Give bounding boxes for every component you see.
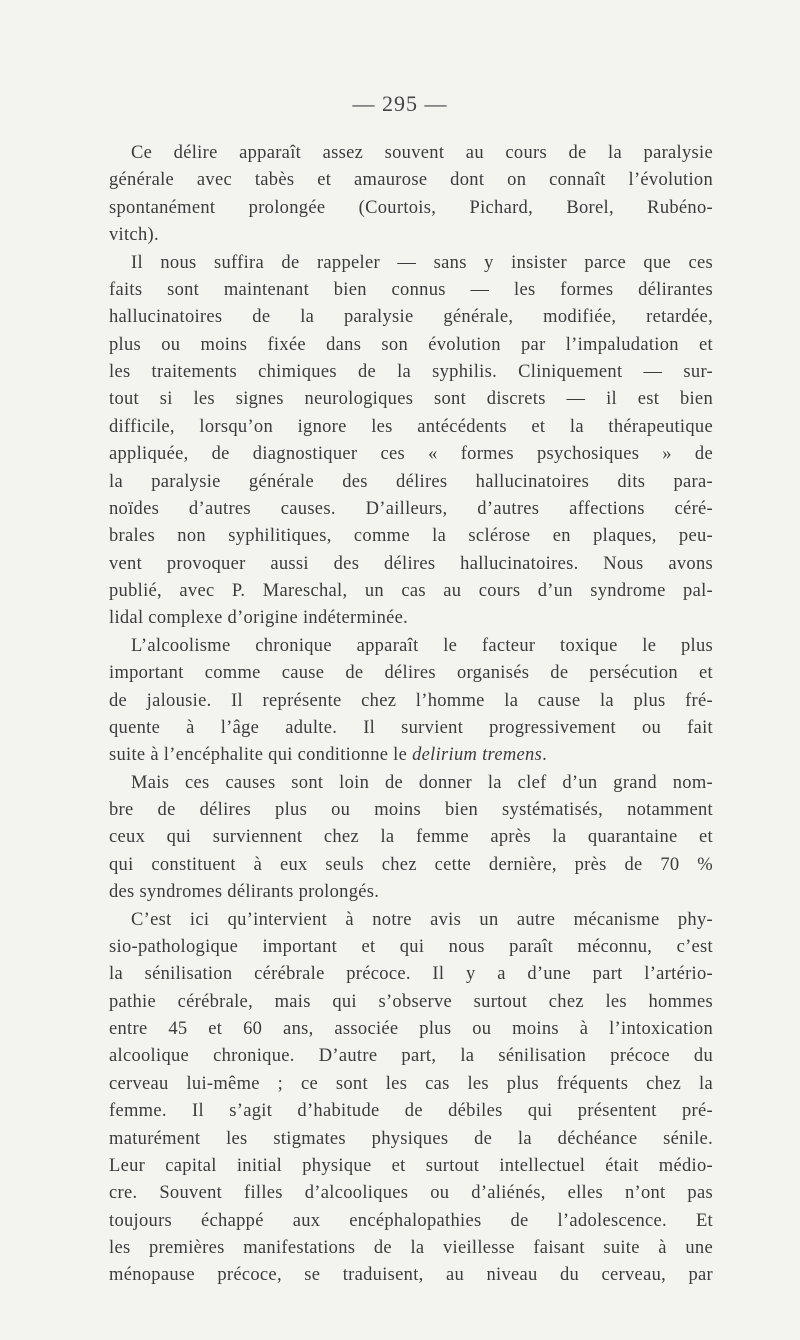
text-line-content: maturément les stigmates physiques de la déchéance sénile. — [109, 1128, 713, 1149]
text-line-content: Mais ces causes sont loin de donner la clef d’un grand nom- — [131, 772, 713, 793]
text-line-content: des syndromes délirants prolongés. — [109, 882, 380, 903]
body-text — [109, 140, 713, 1290]
text-line — [109, 1126, 713, 1153]
text-line-content: de jalousie. Il représente chez l’homme la cause la plus fré- — [109, 690, 713, 711]
text-line-content: sio-pathologique important et qui nous paraît méconnu, c’est — [109, 936, 713, 957]
text-line-content: les traitements chimiques de la syphilis. Cliniquement — sur- — [109, 362, 713, 382]
text-line — [109, 660, 713, 687]
text-line — [109, 824, 713, 851]
text-line-content: plus ou moins fixée dans son évolution par l’impaludation et — [109, 334, 713, 355]
text-line-content: les premières manifestations de la vieillesse faisant suite à une — [109, 1238, 713, 1258]
text-line — [109, 441, 713, 468]
text-line — [109, 277, 713, 304]
text-line — [109, 742, 713, 769]
text-line — [109, 1262, 713, 1289]
text-line-content: publié, avec P. Mareschal, un cas au cours d’un syndrome pal- — [109, 581, 713, 601]
text-line — [109, 359, 713, 386]
text-line-content: faits sont maintenant bien connus — les formes délirantes — [109, 279, 713, 300]
text-line — [109, 1180, 713, 1207]
text-line-content: Il nous suffira de rappeler — sans y insister parce que ces — [131, 252, 713, 273]
text-line-content: L’alcoolisme chronique apparaît le facteur toxique le plus — [131, 635, 713, 656]
text-line-content: générale avec tabès et amaurose dont on connaît l’évolution — [109, 170, 713, 191]
text-line — [109, 551, 713, 578]
text-line-content: ménopause précoce, se traduisent, au niveau du cerveau, par — [109, 1265, 713, 1286]
text-line-content: Leur capital initial physique et surtout intellectuel était médio- — [109, 1155, 713, 1176]
text-line — [109, 852, 713, 879]
text-line-content: vent provoquer aussi des délires hallucinatoires. Nous avons — [109, 553, 713, 574]
text-line — [109, 1153, 713, 1180]
text-line-suffix: . — [542, 745, 547, 766]
text-line — [109, 961, 713, 988]
text-line-content: bre de délires plus ou moins bien systématisés, notamment — [109, 800, 713, 820]
text-line-content: difficile, lorsqu’on ignore les antécédents et la thérapeutique — [109, 416, 713, 437]
text-line-content: vitch). — [109, 225, 159, 246]
text-line-content: important comme cause de délires organisés de persécution et — [109, 663, 713, 684]
text-line — [109, 770, 713, 797]
text-line — [109, 633, 713, 660]
text-line — [109, 140, 713, 167]
text-line-content: femme. Il s’agit d’habitude de débiles qui présentent pré- — [109, 1101, 713, 1122]
text-line-content: C’est ici qu’intervient à notre avis un autre mécanisme phy- — [131, 909, 713, 930]
text-line — [109, 304, 713, 331]
text-line — [109, 715, 713, 742]
text-line — [109, 1016, 713, 1043]
text-line-content: la sénilisation cérébrale précoce. Il y a d’une part l’artério- — [109, 964, 713, 985]
text-line-content: spontanément prolongée (Courtois, Pichard, Borel, Rubéno- — [109, 197, 713, 218]
text-line — [109, 222, 713, 249]
text-line-content: appliquée, de diagnostiquer ces « formes psychosiques » de — [109, 444, 713, 465]
text-line-content: entre 45 et 60 ans, associée plus ou moins à l’intoxication — [109, 1019, 713, 1039]
text-line — [109, 167, 713, 194]
text-line-content: alcoolique chronique. D’autre part, la sénilisation précoce du — [109, 1046, 713, 1067]
text-line-content: hallucinatoires de la paralysie générale, modifiée, retardée, — [109, 307, 713, 328]
text-line-content: tout si les signes neurologiques sont discrets — il est bien — [109, 389, 713, 410]
text-line — [109, 1098, 713, 1125]
text-line-content: la paralysie générale des délires hallucinatoires dits para- — [109, 471, 713, 492]
text-line — [109, 578, 713, 605]
text-line — [109, 414, 713, 441]
text-line — [109, 907, 713, 934]
text-line-content: cre. Souvent filles d’alcooliques ou d’aliénés, elles n’ont pas — [109, 1183, 713, 1204]
text-line-content: toujours échappé aux encéphalopathies de l’adolescence. Et — [109, 1210, 713, 1231]
text-line — [109, 688, 713, 715]
text-line — [109, 523, 713, 550]
text-line — [109, 1208, 713, 1235]
text-line-content: qui constituent à eux seuls chez cette dernière, près de 70 % — [109, 854, 713, 875]
text-line — [109, 195, 713, 222]
text-line-content: ceux qui surviennent chez la femme après la quarantaine et — [109, 827, 713, 848]
text-line — [109, 797, 713, 824]
italic-term: delirium tremens — [412, 745, 543, 766]
text-line-content: brales non syphilitiques, comme la sclérose en plaques, peu- — [109, 526, 713, 547]
text-line-content: lidal complexe d’origine indéterminée. — [109, 608, 409, 629]
text-line — [109, 605, 713, 632]
text-line — [109, 989, 713, 1016]
text-line — [109, 469, 713, 496]
text-line — [109, 250, 713, 277]
text-line — [109, 1235, 713, 1262]
text-line — [109, 879, 713, 906]
text-line — [109, 332, 713, 359]
text-line-content: quente à l’âge adulte. Il survient progressivement ou fait — [109, 717, 713, 738]
text-line-content: pathie cérébrale, mais qui s’observe surtout chez les hommes — [109, 991, 713, 1012]
page-number: — 295 — — [352, 91, 448, 116]
text-line — [109, 386, 713, 413]
text-line — [109, 1043, 713, 1070]
text-line-content: suite à l’encéphalite qui conditionne le — [109, 745, 413, 766]
text-line — [109, 1071, 713, 1098]
text-line — [109, 934, 713, 961]
text-line-content: cerveau lui-même ; ce sont les cas les plus fréquents chez la — [109, 1073, 713, 1094]
text-line — [109, 496, 713, 523]
text-line-content: noïdes d’autres causes. D’ailleurs, d’autres affections céré- — [109, 498, 713, 519]
text-line-content: Ce délire apparaît assez souvent au cours de la paralysie — [131, 143, 713, 163]
